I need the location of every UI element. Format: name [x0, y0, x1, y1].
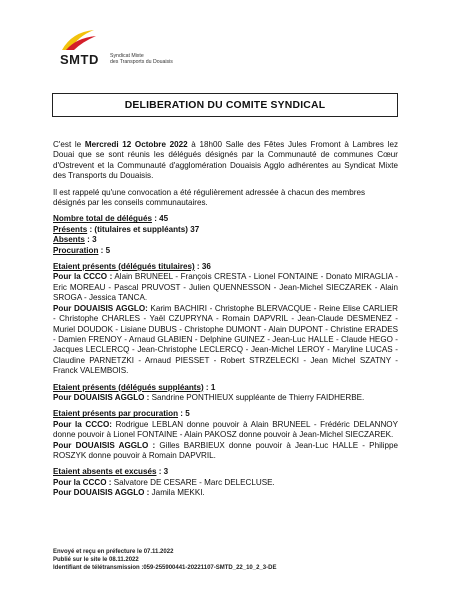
- ccco-list: [53, 478, 398, 488]
- section-present-suppleants: [53, 383, 398, 404]
- logo-swoosh-icon: [58, 26, 98, 54]
- count-total: [53, 214, 398, 224]
- count-value: : 45: [151, 214, 169, 224]
- smtd-logo: [58, 26, 178, 70]
- count-label: Absents: [53, 235, 85, 245]
- heading-count: : 1: [203, 382, 216, 392]
- count-present: [53, 225, 398, 235]
- group-members: Karim BACHIRI - Christophe BLERVACQUE - Reine Elise CARLIER - Christophe CHARLES - Yaël CZUPRYNA - Romain DAPVRIL - Jean-Claude DESMENEZ - Muriel DOUDOK - Lisiane DUBUS - Christophe DUMONT - Alain DUPONT - Christine ERADES - Damien FRENOY - Arnaud GLABIEN - Delphine GUINEZ - Jean-Luc HALLE - Claude HEGO - Jacques LECLERCQ - Jean-Christophe LECLERCQ - Jean-Michel LEROY - Maryline LUCAS - Claudine PARNETZKI - Arnaud PIESSET - Robert STRZELECKI - Jean Michel SZATNY - Franck VALEMBOIS.: [53, 303, 398, 376]
- meeting-date: Mercredi 12 Octobre 2022: [84, 140, 188, 149]
- section-absents: [53, 467, 398, 498]
- count-value: : 3: [84, 235, 97, 245]
- group-label: Pour la CCCO :: [53, 477, 112, 487]
- counts-block: [53, 214, 398, 256]
- section-heading: [53, 467, 398, 477]
- heading-text: Etaient présents par procuration: [53, 409, 179, 419]
- ccco-list: [53, 420, 398, 441]
- group-label: Pour DOUAISIS AGGLO :: [53, 488, 150, 498]
- group-members: Rodrigue LEBLAN donne pouvoir à Alain BRUNEEL - Frédéric DELANNOY donne pouvoir à Lionel FONTAINE - Alain PAKOSZ donne pouvoir à Jean-Michel SIECZAREK.: [53, 419, 398, 440]
- document-body: [53, 140, 398, 505]
- group-label: Pour DOUAISIS AGGLO :: [53, 440, 156, 450]
- group-members: Jamila MEKKI.: [149, 488, 205, 498]
- intro-prefix: C'est le: [53, 140, 85, 149]
- footer-sent-line: Envoyé et reçu en préfecture le 07.11.2022: [53, 549, 174, 555]
- douaisis-list: [53, 304, 398, 377]
- douaisis-list: [53, 488, 398, 498]
- reminder-paragraph: Il est rappelé qu'une convocation a été régulièrement adressée à chacun des membres désignés par les conseils communautaires.: [53, 187, 365, 208]
- count-label: Nombre total de délégués: [53, 214, 152, 224]
- douaisis-list: [53, 441, 398, 462]
- logo-subtitle: [110, 53, 180, 65]
- footer-published-line: Publié sur le site le 08.11.2022: [53, 557, 139, 564]
- heading-text: Etaient présents (délégués suppléants): [53, 382, 204, 392]
- section-present-titulaires: [53, 262, 398, 376]
- heading-text: Etaient absents et excusés: [53, 467, 157, 477]
- group-members: Sandrine PONTHIEUX suppléante de Thierry FAIDHERBE.: [149, 392, 365, 402]
- ccco-list: [53, 272, 398, 303]
- heading-count: : 5: [178, 409, 190, 419]
- footer-identifier-line: Identifiant de télétransmission :059-255900441-20221107-SMTD_22_10_2_3-DE: [53, 565, 277, 572]
- group-label: Pour DOUAISIS AGGLO:: [53, 303, 148, 313]
- douaisis-list: [53, 393, 398, 403]
- group-members: Alain BRUNEEL - François CRESTA - Lionel FONTAINE - Donato MIRAGLIA - Eric MOREAU - Pascal PRUVOST - Julien QUENNESSON - Jean-Michel SIECZAREK - Alain SROGA - Jessica TANCA.: [53, 272, 398, 303]
- document-title: DELIBERATION DU COMITE SYNDICAL: [124, 99, 326, 111]
- section-heading: [53, 262, 398, 272]
- logo-subtitle-line2: des Transports du Douaisis: [110, 59, 173, 65]
- count-label: Présents: [53, 224, 88, 234]
- intro-paragraph: [53, 140, 398, 182]
- section-heading: [53, 383, 398, 393]
- group-label: Pour la CCCO :: [53, 272, 113, 282]
- group-label: Pour la CCCO:: [53, 419, 112, 429]
- count-value: : (titulaires et suppléants) 37: [87, 224, 200, 234]
- count-value: : 5: [98, 245, 111, 255]
- section-procuration: [53, 409, 398, 461]
- count-procuration: [53, 246, 398, 256]
- heading-count: : 36: [194, 262, 211, 272]
- transmission-footer: [53, 548, 276, 573]
- title-box: [52, 93, 398, 117]
- logo-wordmark: SMTD: [60, 52, 99, 67]
- heading-count: : 3: [156, 467, 169, 477]
- group-members: Gilles BARBIEUX donne pouvoir à Jean-Luc HALLE - Philippe ROSZYK donne pouvoir à Romain DAPVRIL.: [53, 440, 398, 460]
- intro-text: à 18h00 Salle des Fêtes Jules Fromont à Lambres lez Douai que se sont réunis les délégués désignés par la Communauté de communes Cœur d'Ostrevent et la Communauté d'agglomération Douaisis Agglo adhérentes au Syndicat Mixte des Transports du Douaisis.: [53, 140, 398, 181]
- count-absent: [53, 235, 398, 245]
- count-label: Procuration: [53, 245, 99, 255]
- heading-text: Etaient présents (délégués titulaires): [53, 262, 195, 272]
- section-heading: [53, 409, 398, 419]
- group-members: Salvatore DE CESARE - Marc DELECLUSE.: [111, 477, 275, 487]
- logo-subtitle-line1: Syndicat Mixte: [110, 53, 144, 59]
- group-label: Pour DOUAISIS AGGLO :: [53, 392, 150, 402]
